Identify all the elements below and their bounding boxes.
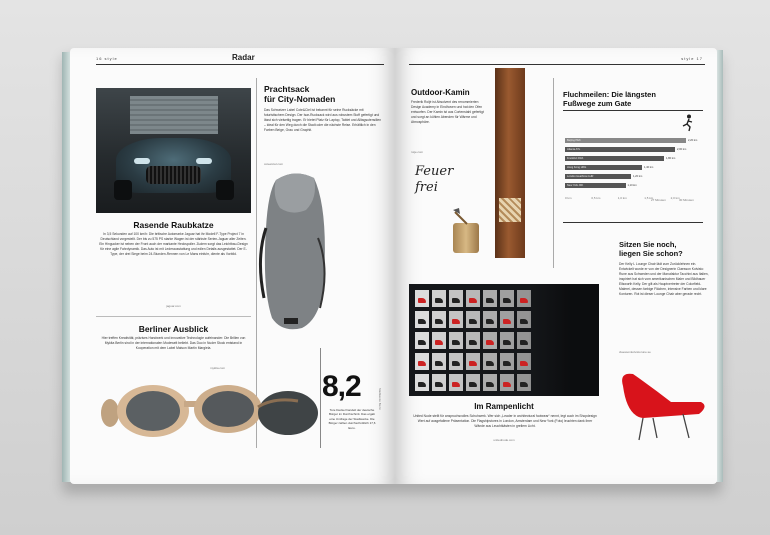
- shoe-shelf-cell: [449, 311, 463, 328]
- shoe-icon: [418, 382, 426, 387]
- shoe-icon: [520, 340, 528, 345]
- shoe-icon: [469, 382, 477, 387]
- chart-bottom-rule: [563, 222, 703, 223]
- chart-title-line1: Fluchmeilen: Die längsten: [563, 90, 656, 99]
- shoe-shelf-cell: [432, 374, 446, 391]
- chart-category-label: Frankfurt FRA: [567, 156, 584, 160]
- header-rule: [96, 64, 384, 65]
- chart-title-line2: Fußwege zum Gate: [563, 99, 632, 108]
- shoe-icon: [503, 319, 511, 324]
- shoe-shelf-cell: [432, 311, 446, 328]
- shoe-shelf-cell: [415, 353, 429, 370]
- shoe-icon: [452, 319, 460, 324]
- shoe-shelf-cell: [449, 374, 463, 391]
- chart-value-label: 2,20 km: [688, 138, 698, 142]
- fact-credit: Stadtwerke Berlin: [378, 388, 382, 410]
- section-title: Radar: [232, 53, 255, 62]
- shoes-article-title: Im Rampenlicht: [474, 402, 534, 411]
- chart-annotation-27min: 27 Minuten: [651, 198, 666, 202]
- chart-tick-label: 0,5 km: [591, 196, 601, 200]
- shoe-shelf-cell: [466, 290, 480, 307]
- shoe-icon: [520, 298, 528, 303]
- shoe-shelf-cell: [432, 332, 446, 349]
- shoe-icon: [520, 361, 528, 366]
- chart-value-label: 2,00 km: [677, 147, 687, 151]
- handwriting-feuer-frei: Feuer frei: [415, 164, 454, 195]
- shoe-icon: [418, 298, 426, 303]
- chart-category-label: New York JFK: [567, 183, 584, 187]
- shoe-icon: [452, 382, 460, 387]
- shoe-icon: [520, 319, 528, 324]
- shoe-icon: [486, 340, 494, 345]
- sunglasses-photo: [98, 383, 323, 443]
- shoe-shelf-cell: [483, 353, 497, 370]
- right-header-rule: [409, 64, 705, 65]
- shoe-icon: [435, 361, 443, 366]
- shoe-shelf-cell: [483, 332, 497, 349]
- walking-distance-chart: [563, 114, 703, 220]
- shoe-icon: [418, 361, 426, 366]
- right-page-number: style 17: [681, 56, 703, 61]
- car-wheel-right: [216, 180, 234, 200]
- backpack-article-credit: coteetciel.com: [264, 162, 284, 166]
- kamin-article-credit: roije.com: [411, 150, 424, 154]
- left-page-number: 16 style: [96, 56, 118, 61]
- glasses-article-credit: mykita.com: [210, 366, 226, 370]
- shoe-icon: [452, 361, 460, 366]
- glasses-article-body: Hier treffen Kreativität, präzises Handwerk und innovative Technologie aufeinander: Die Brillen von Mykita Berlin sind in der internationalen Modewelt beliebt. Das Duo in Nuder Stock entstand in Kooperation mit dem Label Maison Martin Margiela.: [101, 336, 246, 350]
- shoe-icon: [503, 361, 511, 366]
- shoe-shelf-cell: [466, 311, 480, 328]
- shoe-icon: [452, 298, 460, 303]
- glasses-article-title: Berliner Ausblick: [138, 324, 209, 334]
- shoe-shelf-cell: [449, 332, 463, 349]
- garage-door: [130, 96, 218, 134]
- shoe-shelf-cell: [500, 290, 514, 307]
- backpack-photo: [258, 168, 330, 338]
- chair-article-title-line2: liegen Sie schon?: [619, 249, 683, 258]
- chart-tick-label: 1,0 km: [617, 196, 627, 200]
- car-article-credit: jaguar.com: [166, 304, 181, 308]
- car-article-body: In 3,5 Sekunden auf 100 km/h: Die britische Automarke Jaguar hat ihr Modell F-Type Project 7 in Deutschland vorgestellt. Der bis zu 575 PS starke Wagen ist der stärkste Serien-Jaguar aller Zeiten. Ein Hingucker ist neben der Front auch der markante Heckspoiler. Zudem sorgt das Leichtbau-Design für eine agile Fahrdynamik. Das Auto ist mit Lederausstattung und edlen Details ausgestattet. Der E-Type, der drei Siege beim 24-Stunden-Rennen von Le Mans einfuhr, diente als Vorbild.: [99, 232, 248, 256]
- right-column-divider: [553, 78, 554, 268]
- shoe-shelf-cell: [415, 311, 429, 328]
- chart-value-label: 1,20 km: [633, 174, 643, 178]
- shoe-icon: [503, 382, 511, 387]
- shoe-shelf-cell: [466, 353, 480, 370]
- left-page: [70, 48, 395, 484]
- backpack-article-body: Das Schweizer Label Cote&Ciel ist bekannt für seine Rucksäcke mit futuristischem Design. Der Isar-Rucksack wird aus robustem Stoff gefertigt und lässt sich vielseitig tragen. Er bietet Platz für Laptop, Tablet und Alltagsutensilien – ideal für den Weg durch die Stadt oder die nächste Reise. Erhältlich in den Farben Beige, Grau und Graphit.: [264, 108, 382, 132]
- car-headlight-right: [196, 158, 212, 164]
- chart-value-label: 1,10 km: [627, 183, 637, 187]
- car-wheel-left: [114, 180, 132, 200]
- chart-category-label: London Heathrow LHR: [567, 174, 594, 178]
- shoes-article-body: United Nude stellt für anspruchsvolles Schuhwerk. Wer sich „Leader in architectural footwear“ nennt, legt auch im Shopdesign Wert auf ausgefallene Präsentation. Die Flagshipstores in London, Amsterdam und New York (Foto) leuchten dank ihrer Wände aus Leuchtkästen in grellem Licht.: [413, 414, 597, 428]
- shoe-icon: [520, 382, 528, 387]
- chart-tick-label: 0 km: [565, 196, 572, 200]
- shoe-shelf-cell: [415, 332, 429, 349]
- chart-category-label: Beijing PEK: [567, 138, 581, 142]
- shoe-shelf-cell: [432, 353, 446, 370]
- shoe-icon: [418, 319, 426, 324]
- shoe-icon: [486, 361, 494, 366]
- car-grill: [146, 166, 201, 184]
- chair-article-body: Der Kelly L Lounge Chair lädt zum Zurücklehnen ein. Entwickelt wurde er von der Designerin Claesson Koivisto Rune aus Schweden und der Manufaktur Tacchini aus Italien, inspiriert hat sich vom amerikanischen Maler und Bildhauer Ellsworth Kelly. Der gilt als Hauptvertreter der Colorfield-Malerei, dessen farbige Flächen, intensive Farben und klare Konturen. Rot ist dieser Lounge Chair aber gerade recht.: [619, 262, 709, 296]
- shoe-icon: [435, 319, 443, 324]
- car-section-rule: [96, 316, 251, 317]
- shoe-icon: [486, 319, 494, 324]
- fact-divider: [320, 348, 321, 448]
- chart-bar: [565, 147, 675, 152]
- shoes-article-credit: unitednude.com: [493, 438, 515, 442]
- chimney-photo: [495, 68, 525, 258]
- firewood: [499, 198, 521, 222]
- shoe-shelf-cell: [483, 374, 497, 391]
- red-lounge-chair-photo: [613, 366, 709, 446]
- backpack-article-title-line2: für City-Nomaden: [264, 94, 336, 104]
- shoe-shelf-cell: [449, 353, 463, 370]
- shoe-shelf-cell: [500, 332, 514, 349]
- axe-icon: [451, 208, 475, 228]
- shoe-shelf-cell: [466, 374, 480, 391]
- shoe-shelf-cell: [500, 374, 514, 391]
- shoe-shelf-cell: [483, 290, 497, 307]
- shoe-shelf-cell: [500, 311, 514, 328]
- shoe-shelf-cell: [415, 290, 429, 307]
- shoe-icon: [452, 340, 460, 345]
- store-shadow: [529, 284, 599, 396]
- shoe-shelf-cell: [415, 374, 429, 391]
- chart-category-label: Atlanta ATL: [567, 147, 581, 151]
- chart-tick-label: 1,5 km: [644, 196, 654, 200]
- running-person-icon: [681, 114, 695, 132]
- shoe-icon: [469, 298, 477, 303]
- shoe-shelf-cell: [432, 290, 446, 307]
- fact-number: 8,2: [322, 370, 361, 403]
- chart-bar: [565, 138, 686, 143]
- shoe-icon: [486, 382, 494, 387]
- chart-value-label: 1,40 km: [644, 165, 654, 169]
- chart-annotation-30min: 30 Minuten: [679, 198, 694, 202]
- chart-value-label: 1,80 km: [666, 156, 676, 160]
- shoe-icon: [503, 340, 511, 345]
- chart-category-label: Hong Kong HKG: [567, 165, 587, 169]
- shoe-icon: [503, 298, 511, 303]
- chair-article-credit: claessonkoivistorune.se: [619, 350, 651, 354]
- shoe-shelf-cell: [449, 290, 463, 307]
- shoe-icon: [469, 340, 477, 345]
- shoe-icon: [469, 319, 477, 324]
- fact-text: Tore Deckel handelt der deutsche Bürger im Durchschnitt. Das ergab eine Umfrage der Stadtwerke. Die Bürger zahlen durchschnittlich 17,6 Euro.: [328, 408, 376, 430]
- chart-title-rule: [563, 110, 703, 111]
- shoe-icon: [418, 340, 426, 345]
- shoe-icon: [486, 298, 494, 303]
- shoe-shelf-cell: [483, 311, 497, 328]
- kamin-article-title: Outdoor-Kamin: [411, 88, 470, 97]
- shoe-store-photo: [409, 284, 599, 396]
- car-headlight-left: [134, 158, 150, 164]
- shoe-icon: [435, 340, 443, 345]
- shoe-icon: [469, 361, 477, 366]
- chair-article-title-line1: Sitzen Sie noch,: [619, 240, 677, 249]
- car-photo: [96, 88, 251, 213]
- backpack-article-title-line1: Prachtsack: [264, 84, 310, 94]
- car-article-title: Rasende Raubkatze: [133, 220, 214, 230]
- kamin-article-body: Frederik Roijé ist Absolvent des renommierten Design Academy in Eindhoven und hat den Ofen entworfen. Der Kamin ist aus Cortenstahl gefertigt und sorgt an kühlen Abenden für Wärme und Atmosphäre.: [411, 100, 484, 124]
- shoe-shelf-cell: [466, 332, 480, 349]
- shoe-icon: [435, 382, 443, 387]
- chart-tick-label: 2,0 km: [670, 196, 680, 200]
- right-page: [395, 48, 717, 484]
- shoe-shelf-cell: [500, 353, 514, 370]
- shoe-icon: [435, 298, 443, 303]
